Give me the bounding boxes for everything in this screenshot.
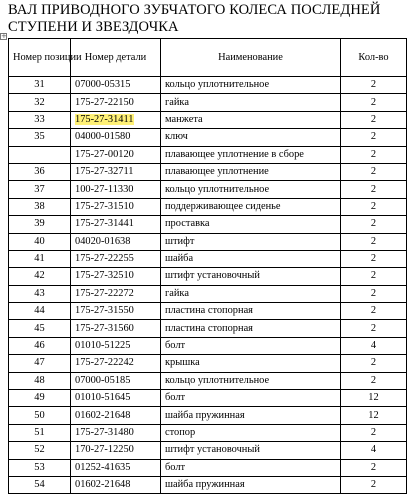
cell-part-number: 175-27-22255 bbox=[71, 250, 161, 267]
cell-quantity: 2 bbox=[341, 163, 407, 180]
cell-position bbox=[9, 146, 71, 163]
cell-quantity: 2 bbox=[341, 250, 407, 267]
cell-name: болт bbox=[161, 459, 341, 476]
cell-name: шайба bbox=[161, 250, 341, 267]
cell-quantity: 2 bbox=[341, 181, 407, 198]
cell-quantity: 12 bbox=[341, 390, 407, 407]
cell-name: манжета bbox=[161, 111, 341, 128]
cell-quantity: 2 bbox=[341, 372, 407, 389]
cell-quantity: 2 bbox=[341, 129, 407, 146]
header-position: Номер позиции bbox=[9, 39, 71, 77]
cell-name: штифт установочный bbox=[161, 442, 341, 459]
cell-name: плавающее уплотнение в сборе bbox=[161, 146, 341, 163]
cell-quantity: 2 bbox=[341, 268, 407, 285]
cell-quantity: 2 bbox=[341, 355, 407, 372]
cell-quantity: 2 bbox=[341, 216, 407, 233]
cell-quantity: 2 bbox=[341, 94, 407, 111]
cell-quantity: 4 bbox=[341, 442, 407, 459]
cell-position: 53 bbox=[9, 459, 71, 476]
cell-part-number: 175-27-32510 bbox=[71, 268, 161, 285]
cell-position: 31 bbox=[9, 77, 71, 94]
cell-name: плавающее уплотнение bbox=[161, 163, 341, 180]
cell-position: 49 bbox=[9, 390, 71, 407]
cell-part-number bbox=[71, 111, 161, 128]
table-row bbox=[9, 476, 407, 493]
cell-part-number: 04020-01638 bbox=[71, 233, 161, 250]
cell-name: проставка bbox=[161, 216, 341, 233]
cell-position: 46 bbox=[9, 337, 71, 354]
table-row bbox=[9, 129, 407, 146]
cell-position: 50 bbox=[9, 407, 71, 424]
table-row bbox=[9, 77, 407, 94]
cell-position: 51 bbox=[9, 424, 71, 441]
table-header-row bbox=[9, 39, 407, 77]
table-row bbox=[9, 390, 407, 407]
cell-quantity: 12 bbox=[341, 407, 407, 424]
cell-quantity: 2 bbox=[341, 303, 407, 320]
table-row bbox=[9, 320, 407, 337]
cell-part-number: 175-27-22150 bbox=[71, 94, 161, 111]
table-row bbox=[9, 459, 407, 476]
cell-position: 41 bbox=[9, 250, 71, 267]
header-name: Наименование bbox=[161, 39, 341, 77]
table-row bbox=[9, 285, 407, 302]
cell-name: штифт bbox=[161, 233, 341, 250]
cell-quantity: 2 bbox=[341, 198, 407, 215]
table-row bbox=[9, 250, 407, 267]
cell-quantity: 2 bbox=[341, 476, 407, 493]
parts-table bbox=[8, 38, 407, 494]
cell-position: 32 bbox=[9, 94, 71, 111]
cell-quantity: 2 bbox=[341, 424, 407, 441]
cell-part-number: 01602-21648 bbox=[71, 407, 161, 424]
cell-position: 47 bbox=[9, 355, 71, 372]
table-row bbox=[9, 146, 407, 163]
cell-position: 45 bbox=[9, 320, 71, 337]
table-row bbox=[9, 442, 407, 459]
header-quantity: Кол-во bbox=[341, 39, 407, 77]
table-row bbox=[9, 111, 407, 128]
cell-position: 37 bbox=[9, 181, 71, 198]
cell-position: 35 bbox=[9, 129, 71, 146]
cell-part-number: 07000-05185 bbox=[71, 372, 161, 389]
table-row bbox=[9, 233, 407, 250]
cell-position: 42 bbox=[9, 268, 71, 285]
table-row bbox=[9, 407, 407, 424]
cell-name: ключ bbox=[161, 129, 341, 146]
document-title: ВАЛ ПРИВОДНОГО ЗУБЧАТОГО КОЛЕСА ПОСЛЕДНЕЙ СТУПЕНИ И ЗВЕЗДОЧКА bbox=[8, 2, 381, 35]
cell-name: стопор bbox=[161, 424, 341, 441]
cell-part-number: 01010-51645 bbox=[71, 390, 161, 407]
cell-quantity: 2 bbox=[341, 459, 407, 476]
cell-name: шайба пружинная bbox=[161, 407, 341, 424]
cell-part-number: 175-27-32711 bbox=[71, 163, 161, 180]
cell-part-number: 175-27-00120 bbox=[71, 146, 161, 163]
table-row bbox=[9, 303, 407, 320]
cell-name: болт bbox=[161, 337, 341, 354]
cell-name: крышка bbox=[161, 355, 341, 372]
cell-name: болт bbox=[161, 390, 341, 407]
cell-part-number: 175-27-31441 bbox=[71, 216, 161, 233]
table-row bbox=[9, 355, 407, 372]
cell-part-number: 01252-41635 bbox=[71, 459, 161, 476]
table-row bbox=[9, 424, 407, 441]
cell-part-number: 175-27-31480 bbox=[71, 424, 161, 441]
cell-name: шайба пружинная bbox=[161, 476, 341, 493]
cell-part-number: 175-27-31510 bbox=[71, 198, 161, 215]
table-row bbox=[9, 198, 407, 215]
table-row bbox=[9, 181, 407, 198]
table-row bbox=[9, 163, 407, 180]
cell-position: 33 bbox=[9, 111, 71, 128]
table-row bbox=[9, 94, 407, 111]
table-row bbox=[9, 268, 407, 285]
cell-part-number: 175-27-22272 bbox=[71, 285, 161, 302]
cell-part-number: 175-27-22242 bbox=[71, 355, 161, 372]
highlighted-part-number: 175-27-31411 bbox=[75, 113, 134, 125]
cell-position: 39 bbox=[9, 216, 71, 233]
cell-name: кольцо уплотнительное bbox=[161, 372, 341, 389]
cell-position: 36 bbox=[9, 163, 71, 180]
cell-part-number: 175-27-31560 bbox=[71, 320, 161, 337]
cell-part-number: 100-27-11330 bbox=[71, 181, 161, 198]
table-row bbox=[9, 372, 407, 389]
table-row bbox=[9, 216, 407, 233]
cell-position: 54 bbox=[9, 476, 71, 493]
cell-part-number: 170-27-12250 bbox=[71, 442, 161, 459]
cell-quantity: 4 bbox=[341, 337, 407, 354]
cell-position: 52 bbox=[9, 442, 71, 459]
cell-name: штифт установочный bbox=[161, 268, 341, 285]
cell-part-number: 04000-01580 bbox=[71, 129, 161, 146]
cell-name: гайка bbox=[161, 94, 341, 111]
cell-part-number: 01602-21648 bbox=[71, 476, 161, 493]
table-row bbox=[9, 337, 407, 354]
table-move-handle-icon[interactable]: + bbox=[1, 32, 7, 40]
cell-position: 48 bbox=[9, 372, 71, 389]
cell-part-number: 175-27-31550 bbox=[71, 303, 161, 320]
cell-position: 38 bbox=[9, 198, 71, 215]
header-part-number: Номер детали bbox=[71, 39, 161, 77]
table-body bbox=[9, 77, 407, 494]
cell-quantity: 2 bbox=[341, 111, 407, 128]
cell-quantity: 2 bbox=[341, 285, 407, 302]
cell-position: 40 bbox=[9, 233, 71, 250]
cell-quantity: 2 bbox=[341, 233, 407, 250]
cell-name: пластина стопорная bbox=[161, 320, 341, 337]
cell-name: кольцо уплотнительное bbox=[161, 181, 341, 198]
cell-quantity: 2 bbox=[341, 146, 407, 163]
cell-name: кольцо уплотнительное bbox=[161, 77, 341, 94]
cell-position: 43 bbox=[9, 285, 71, 302]
cell-quantity: 2 bbox=[341, 320, 407, 337]
cell-part-number: 01010-51225 bbox=[71, 337, 161, 354]
cell-position: 44 bbox=[9, 303, 71, 320]
cell-part-number: 07000-05315 bbox=[71, 77, 161, 94]
cell-quantity: 2 bbox=[341, 77, 407, 94]
cell-name: гайка bbox=[161, 285, 341, 302]
cell-name: пластина стопорная bbox=[161, 303, 341, 320]
cell-name: поддерживающее сиденье bbox=[161, 198, 341, 215]
